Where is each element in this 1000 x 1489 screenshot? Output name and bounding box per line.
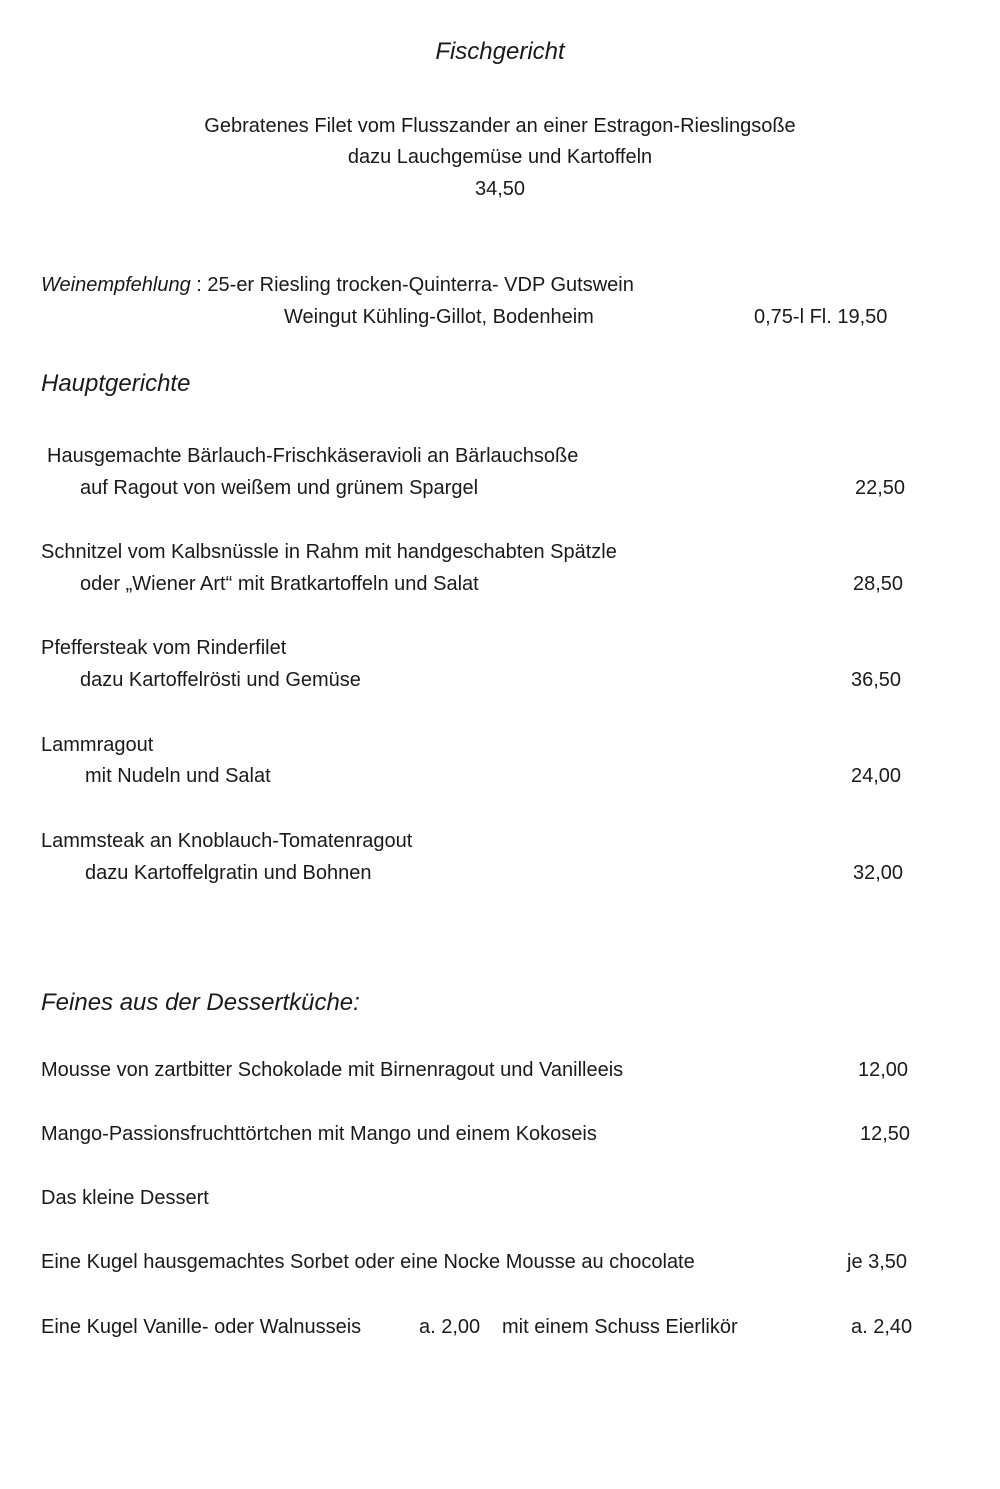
- wine-price: 0,75-l Fl. 19,50: [754, 306, 888, 328]
- haupt-item-2-line1: Schnitzel vom Kalbsnüssle in Rahm mit handgeschabten Spätzle: [41, 541, 617, 563]
- dessert-item-2-price: 12,50: [860, 1123, 911, 1145]
- haupt-item-5-line1: Lammsteak an Knoblauch-Tomatenragout: [41, 830, 413, 852]
- fisch-dish-line1: Gebratenes Filet vom Flusszander an einer Estragon-Rieslingsoße: [204, 115, 796, 137]
- eierlikoer-item: mit einem Schuss Eierlikör: [502, 1316, 738, 1338]
- eierlikoer-price: a. 2,40: [851, 1316, 913, 1338]
- haupt-item-4-line1: Lammragout: [41, 734, 154, 756]
- wine-line2: Weingut Kühling-Gillot, Bodenheim: [284, 306, 594, 328]
- eis-item: Eine Kugel Vanille- oder Walnusseis: [41, 1316, 362, 1338]
- fisch-heading: Fischgericht: [435, 38, 565, 65]
- haupt-heading: Hauptgerichte: [41, 370, 191, 397]
- dessert-item-2: Mango-Passionsfruchttörtchen mit Mango und einem Kokoseis: [41, 1123, 597, 1145]
- haupt-item-1-price: 22,50: [855, 477, 906, 499]
- sorbet-price: je 3,50: [847, 1251, 908, 1273]
- fisch-dish-line2: dazu Lauchgemüse und Kartoffeln: [347, 146, 653, 168]
- haupt-item-5-price: 32,00: [853, 862, 904, 884]
- haupt-item-4-price: 24,00: [851, 765, 902, 787]
- haupt-item-3-price: 36,50: [851, 669, 902, 691]
- sorbet-item: Eine Kugel hausgemachtes Sorbet oder eine Nocke Mousse au chocolate: [41, 1251, 695, 1273]
- haupt-item-4-line2: mit Nudeln und Salat: [85, 765, 271, 787]
- haupt-item-1-line1: Hausgemachte Bärlauch-Frischkäseravioli an Bärlauchsoße: [47, 445, 579, 467]
- haupt-item-5-line2: dazu Kartoffelgratin und Bohnen: [85, 862, 372, 884]
- eis-price: a. 2,00: [419, 1316, 481, 1338]
- haupt-item-1-line2: auf Ragout von weißem und grünem Spargel: [80, 477, 479, 499]
- dessert-item-1: Mousse von zartbitter Schokolade mit Birnenragout und Vanilleeis: [41, 1059, 624, 1081]
- haupt-item-2-line2: oder „Wiener Art“ mit Bratkartoffeln und Salat: [80, 573, 479, 595]
- wine-separator: :: [190, 274, 208, 296]
- haupt-item-2-price: 28,50: [853, 573, 904, 595]
- dessert-item-1-price: 12,00: [858, 1059, 909, 1081]
- dessert-heading: Feines aus der Dessertküche:: [41, 989, 360, 1016]
- wine-label: Weinempfehlung: [41, 274, 191, 296]
- haupt-item-3-line2: dazu Kartoffelrösti und Gemüse: [80, 669, 361, 691]
- wine-recommendation: [41, 269, 634, 301]
- small-dessert-heading: Das kleine Dessert: [41, 1187, 209, 1209]
- wine-line1: 25-er Riesling trocken-Quinterra- VDP Gutswein: [207, 274, 634, 296]
- fisch-price: 34,50: [474, 178, 526, 200]
- haupt-item-3-line1: Pfeffersteak vom Rinderfilet: [41, 637, 287, 659]
